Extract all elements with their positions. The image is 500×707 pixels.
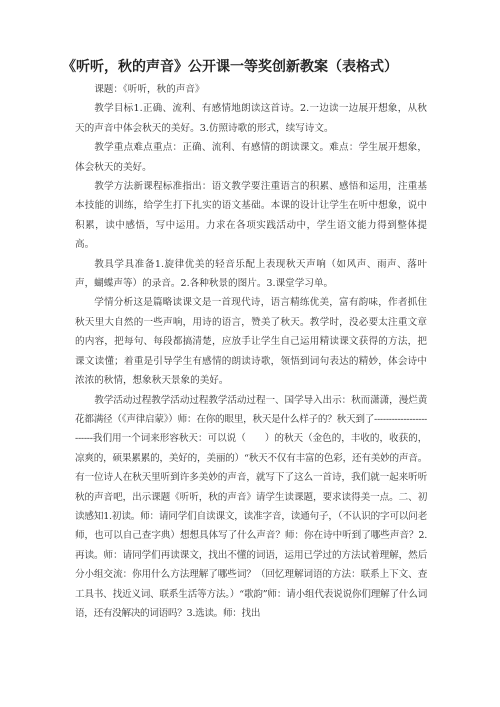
paragraph-teaching-goals: 教学目标1.正确、流利、有感情地朗读这首诗。2.一边读一边展开想象，从秋天的声音中体会秋天的美好。3.仿照诗歌的形式，续写诗文。	[75, 103, 427, 134]
lesson-subtitle: 课题：《听听，秋的声音》	[94, 84, 205, 95]
document-body	[75, 80, 427, 623]
paragraph-key-points: 教学重点难点重点：正确、流利、有感情的朗读课文。难点：学生展开想象，体会秋天的美好。	[75, 142, 427, 173]
paragraph-teaching-aids: 教具学具准备1.旋律优美的轻音乐配上表现秋天声响（如风声、雨声、落叶声，蝴蝶声等）的录音。2.各种秋景的图片。3.课堂学习单。	[75, 258, 427, 290]
document-title: 《听听，秋的声音》公开课一等奖创新教案（表格式）	[62, 59, 398, 75]
paragraph-learning-analysis: 学情分析这是篇略读课文是一首现代诗，语言精练优美，富有韵味，作者抓住秋天里大自然的一些声响，用诗的语言，赞美了秋天。教学时，没必要太注重文章的内容，把每句、每段都搞清楚，应放手让学生自己运用精读课文获得的方法，把课文读懂；着重是引导学生有感情的朗读诗歌，领悟到词句表达的精妙，体会诗中浓浓的秋情，想象秋天景象的美好。	[75, 297, 427, 387]
paragraph-teaching-method: 教学方法新课程标准指出：语文教学要注重语言的积累、感悟和运用，注重基本技能的训练，给学生打下扎实的语文基础。本课的设计让学生在听中想象，说中积累，读中感悟，写中运用。力求在各项实践活动中，学生语文能力得到整体提高。	[75, 181, 427, 251]
paragraph-teaching-process: 教学活动过程教学活动过程教学活动过程一、国学导入出示：秋而潇潇，漫烂黄花都满径（《声律启蒙》）师：在你的眼里，秋天是什么样子的？秋天到了------------------------我们用一个词来形容秋天：可以说（ ）的秋天（金色的，丰收的，收获的，凉爽的，硕果累累的，美好的，美丽的）“秋天不仅有丰富的色彩，还有美妙的声音。有一位诗人在秋天里听到许多美妙的声音，就写下了这么一首诗，我们就一起来听听秋的声音吧，出示课题《听听，秋的声音》请学生读课题，要求读得美一点。二、初读感知1.初读。师：请同学们自读课文，读准字音，读通句子，（不认识的字可以问老师，也可以自己查字典）想想具体写了什么声音？师：你在诗中听到了哪些声音？2.再读。师：请同学们再读课文，找出不懂的词语，运用已学过的方法试着理解，然后分小组交流：你用什么方法理解了哪些词？（回忆理解词语的方法：联系上下文、查工具书、找近义词、联系生活等方法。）“歌韵”师：请小组代表说说你们理解了什么词语，还有没解决的词语吗？3.选读。师：找出	[75, 394, 427, 619]
